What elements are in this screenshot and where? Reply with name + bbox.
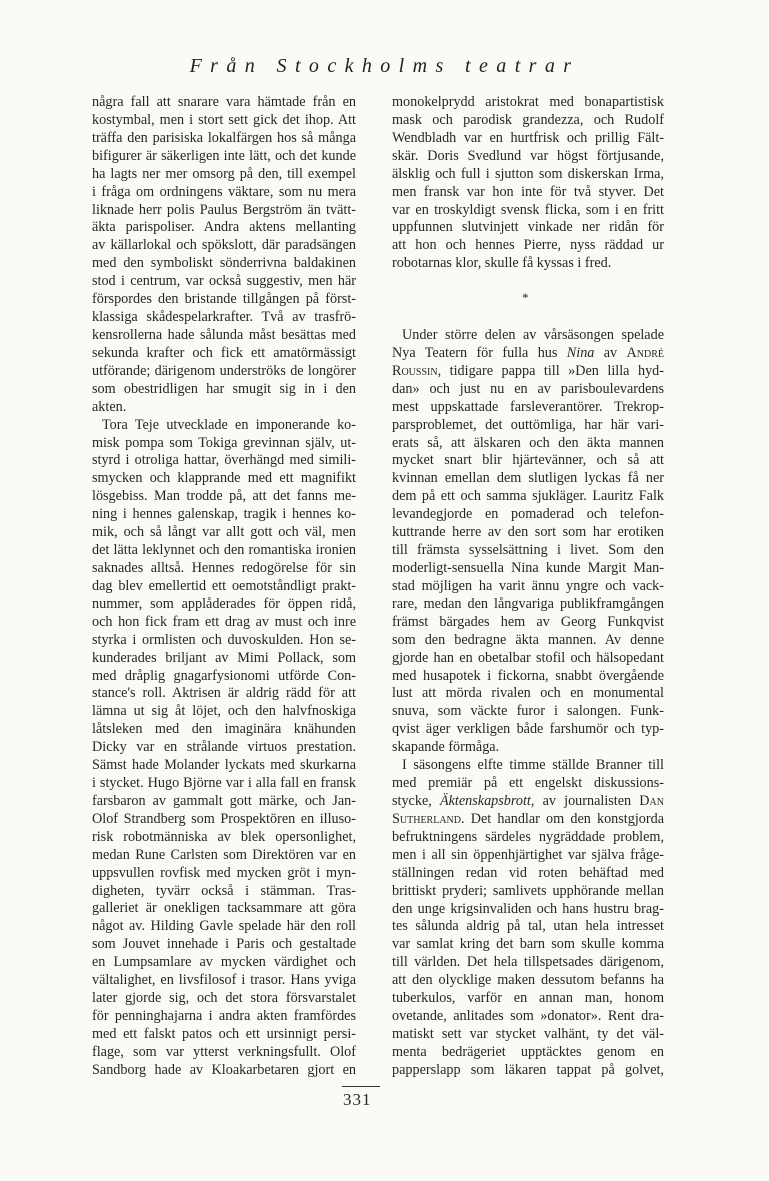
text-line: låtsleken med den imaginära knähunden (92, 721, 356, 738)
text-line: bifigurer är säkerligen inte lätt, och det kunde (92, 147, 356, 164)
text-line: risk robotmänniska av blek opersonlighet, (92, 828, 356, 845)
left-column (92, 94, 356, 1080)
text-line: med premiär på ett engelskt diskussions- (392, 775, 664, 792)
right-column-bottom (392, 327, 664, 1080)
small-caps-name: Dan (639, 792, 664, 809)
text-line: mest uppskattade farsleverantörer. Trekrop- (392, 398, 664, 415)
text-line (392, 345, 664, 363)
text-line: att den olycklige maken dessutom befanns ha (392, 972, 664, 989)
text-line: några fall att snarare vara hämtade från en (92, 94, 356, 110)
text-segment: , av journalisten (530, 792, 640, 809)
text-line: dem på ett och samma sjukläger. Lauritz Falk (392, 488, 664, 505)
text-line: med ett falskt patos och ett ursinnigt persi- (92, 1025, 356, 1042)
text-line: ovetande, anlitades som »donator». Rent dra- (392, 1008, 664, 1025)
text-line: I säsongens elfte timme ställde Branner till (402, 757, 664, 774)
text-segment: , tidigare pappa till »Den lilla hyd- (437, 362, 664, 379)
text-line: var samlat kring det barn som skulle komma (392, 936, 664, 953)
text-segment: Nya Teatern för fulla hus (392, 344, 567, 361)
text-line: lust att mörda rivalen och en monumental (392, 685, 664, 702)
text-line: stod i centrum, var också suggestiv, men här (92, 273, 356, 290)
italic-title: Äktenskapsbrott (439, 792, 531, 809)
text-line: menta bedrägeriet upptäcktes genom en (392, 1043, 664, 1060)
text-line: smycken och klapprande med ett magnifikt (92, 470, 356, 487)
text-line: tuberkulos, varför en annan man, honom (392, 990, 664, 1007)
text-line (392, 363, 664, 381)
text-line: utförande; därigenom underströks de longörer (92, 362, 356, 379)
text-line: monokelprydd aristokrat med bonapartistisk (392, 94, 664, 110)
text-line: Tora Teje utvecklade en imponerande ko- (102, 416, 356, 433)
text-line: papperslapp som läkaren tappat på golvet, (392, 1061, 664, 1078)
text-line: stad möjligen ha varit ännu yngre och vack- (392, 577, 664, 594)
text-line: matiskt sett var stycket valhänt, ty det väl- (392, 1025, 664, 1042)
text-line: flage, som var ytterst verkningsfullt. Olof (92, 1043, 356, 1060)
text-line: mycket snart blir hjärtevänner, och så att (392, 452, 664, 469)
text-line: stance's roll. Aktrisen är aldrig rädd för att (92, 685, 356, 702)
text-line: skär. Doris Svedlund var högst förtjusande, (392, 147, 664, 164)
text-segment: stycke, (392, 792, 440, 809)
section-separator: * (522, 290, 529, 305)
text-line: ställningen redan vid roten behäftad med (392, 864, 664, 881)
text-line: moderligt-sensuella Nina kunde Margit Man- (392, 559, 664, 576)
text-line: saknades alltså. Hennes redogörelse för sin (92, 559, 356, 576)
text-line: främst bärgades hem av Georg Funkqvist (392, 613, 664, 630)
text-line: Olof Strandberg som Prospektören en illuso- (92, 810, 356, 827)
page-number: 331 (343, 1090, 372, 1109)
text-line: dan» och just nu en av parisboulevardens (392, 380, 664, 397)
text-line: galleriet är onekligen tacksammare att göra (92, 900, 356, 917)
text-line: lösgebiss. Man trodde på, att det fanns me- (92, 488, 356, 505)
text-line: en Lumpsamlare av mycken värdighet och (92, 954, 356, 971)
small-caps-name: Sutherland (392, 810, 461, 827)
text-line: lämna ut sig åt löjet, och den halvfnoskiga (92, 703, 356, 720)
text-segment: av (594, 344, 627, 361)
text-line: digheten, tyvärr också i stämman. Tras- (92, 882, 356, 899)
text-line: styrd i otroliga hattar, överhängd med simili- (92, 452, 356, 469)
text-line: parsproblemet, det outtömliga, har här vari- (392, 416, 664, 433)
text-line: mask och parodisk grandezza, och Rudolf (392, 111, 664, 128)
text-line: snuva, som väckte furor i salongen. Funk- (392, 703, 664, 720)
text-line (392, 811, 664, 829)
text-line: till främsta sysselsättning i livet. Som den (392, 542, 664, 559)
text-line: av källarlokal och spökslott, där paradsängen (92, 237, 356, 254)
text-line: som obestridligen har smugit sig in i den (92, 380, 356, 397)
text-line: qvist äger verkligen både farshumör och typ- (392, 721, 664, 738)
text-line: rare, medan den långvariga publikframgången (392, 595, 664, 612)
text-line: äkta parispoliser. Andra aktens mellanting (92, 219, 356, 236)
text-line: med husapotek i fickorna, snabbt övergående (392, 667, 664, 684)
text-line: kuttrande herre av den sort som har erotiken (392, 524, 664, 541)
text-line: att hon och hennes Pierre, nyss räddad ur (392, 237, 664, 254)
text-line: styrka i ormlisten och duvoskulden. Hon se- (92, 631, 356, 648)
page-number-rule (342, 1086, 380, 1087)
text-segment: . Det handlar om den konstgjorda (461, 810, 664, 827)
text-line: robotarnas klor, skulle få kyssas i fred. (392, 255, 612, 272)
text-line: men fransk var hon inte för två styver. Det (392, 183, 664, 200)
text-line: mik, och så långt var allt gott och väl, men (92, 524, 356, 541)
text-line: kvinnan emellan dem slutligen lyckas få ner (392, 470, 664, 487)
text-line: Sandborg hade av Kloakarbetaren gjort en (92, 1061, 356, 1078)
small-caps-name: André (626, 344, 664, 361)
text-line: var en troskyldigt svensk flicka, som i en fritt (392, 201, 664, 218)
text-line: tes sålunda aldrig på tal, utan hela intresset (392, 918, 664, 935)
text-line: Sämst hade Molander lyckats med skurkarna (92, 757, 356, 774)
text-line: levandegjorde en pomaderad och telefon- (392, 506, 664, 523)
text-line: kunderades briljant av Mimi Pollack, som (92, 649, 356, 666)
text-line: med dråplig gnagarfysionomi utförde Con- (92, 667, 356, 684)
text-line: sekunda krafter och fick ett amatörmässigt (92, 344, 356, 361)
text-line: med den symboliskt sönderrivna baldakinen (92, 255, 356, 272)
text-line: uppsvullen rovfisk med mycken gröt i myn- (92, 864, 356, 881)
text-line: skapande förmåga. (392, 739, 500, 756)
text-line: gjorde han en obetalbar stofil och hälsopedant (392, 649, 664, 666)
text-line: Wendbladh var en hurtfrisk och prillig Fält- (392, 129, 664, 146)
text-line: som den bedragne äkta mannen. Av denne (392, 631, 664, 648)
text-line: Dicky var en strålande virtuos prestation. (92, 739, 356, 756)
small-caps-name: Roussin (392, 362, 438, 379)
text-line (392, 793, 664, 811)
text-line: kostymbal, men i stort sett gick det ihop. Att (92, 111, 356, 128)
text-line: och hon fick fram ett drag av must och inre (92, 613, 356, 630)
right-column-top (392, 94, 664, 273)
text-line: träffa den parisiska lokalfärgen hos så många (92, 129, 356, 146)
text-line: dag blev emellertid ett oemotståndligt prakt- (92, 577, 356, 594)
text-line: men i all sin öppenhjärtighet var själva fråge- (392, 846, 664, 863)
text-line: vältalighet, en livsfilosof i trasor. Hans yviga (92, 972, 356, 989)
text-line: farsbaron av gammalt gott märke, och Jan- (92, 792, 356, 809)
text-line: ha lagts ner mer omsorg på den, till exempel (92, 165, 356, 182)
text-line: medan Rune Carlsten som Direktören var en (92, 846, 356, 863)
running-header-title: Från Stockholms teatrar (189, 55, 580, 77)
text-line: i fråga om ordningens väktare, som nu mera (92, 183, 356, 200)
text-line: älsklig och full i sjutton som diskerskan Irma, (392, 165, 664, 182)
text-line: misk pompa som Tokiga grevinnan själv, ut- (92, 434, 356, 451)
text-line: later gjorde sig, och det stora försvarstalet (92, 990, 356, 1007)
italic-title: Nina (566, 344, 595, 361)
text-line: det lätta leklynnet och den romantiska ironien (92, 542, 356, 559)
text-line: uppfunnen slutvinjett vinkade ner ridån för (392, 219, 664, 236)
text-line: klassiga skådespelarkrafter. Två av trasfrö- (92, 309, 356, 326)
text-line: kensrollerna hade sålunda måst besättas med (92, 326, 356, 343)
text-line: befruktningens särdeles nygräddade problem, (392, 828, 664, 845)
text-line: ning i hennes galenskap, tragik i hennes ko- (92, 506, 356, 523)
text-line: som Jouvet innehade i Paris och gestaltade (92, 936, 356, 953)
text-line: för penninghajarna i andra akten framfördes (92, 1008, 356, 1025)
text-line: brittiskt pryderi; samlivets upphörande mellan (392, 882, 664, 899)
text-line: den unge krigsinvaliden och hans hustru brag- (392, 900, 664, 917)
text-line: till världen. Det hela tillspetsades därigenom, (392, 954, 664, 971)
text-line: nummer, som applåderades för öppen ridå, (92, 595, 356, 612)
text-line: något av. Hilding Gavle spelade här den roll (92, 918, 356, 935)
text-line: Under större delen av vårsäsongen spelade (402, 327, 664, 343)
text-line: akten. (92, 398, 127, 415)
text-line: liknade herr polis Paulus Bergström än tvätt- (92, 201, 356, 218)
text-line: förspordes den bristande tillgången på först- (92, 291, 356, 308)
text-line: i stycket. Hugo Björne var i alla fall en fransk (92, 775, 356, 792)
text-line: erats så, att älskaren och den äkta mannen (392, 434, 664, 451)
